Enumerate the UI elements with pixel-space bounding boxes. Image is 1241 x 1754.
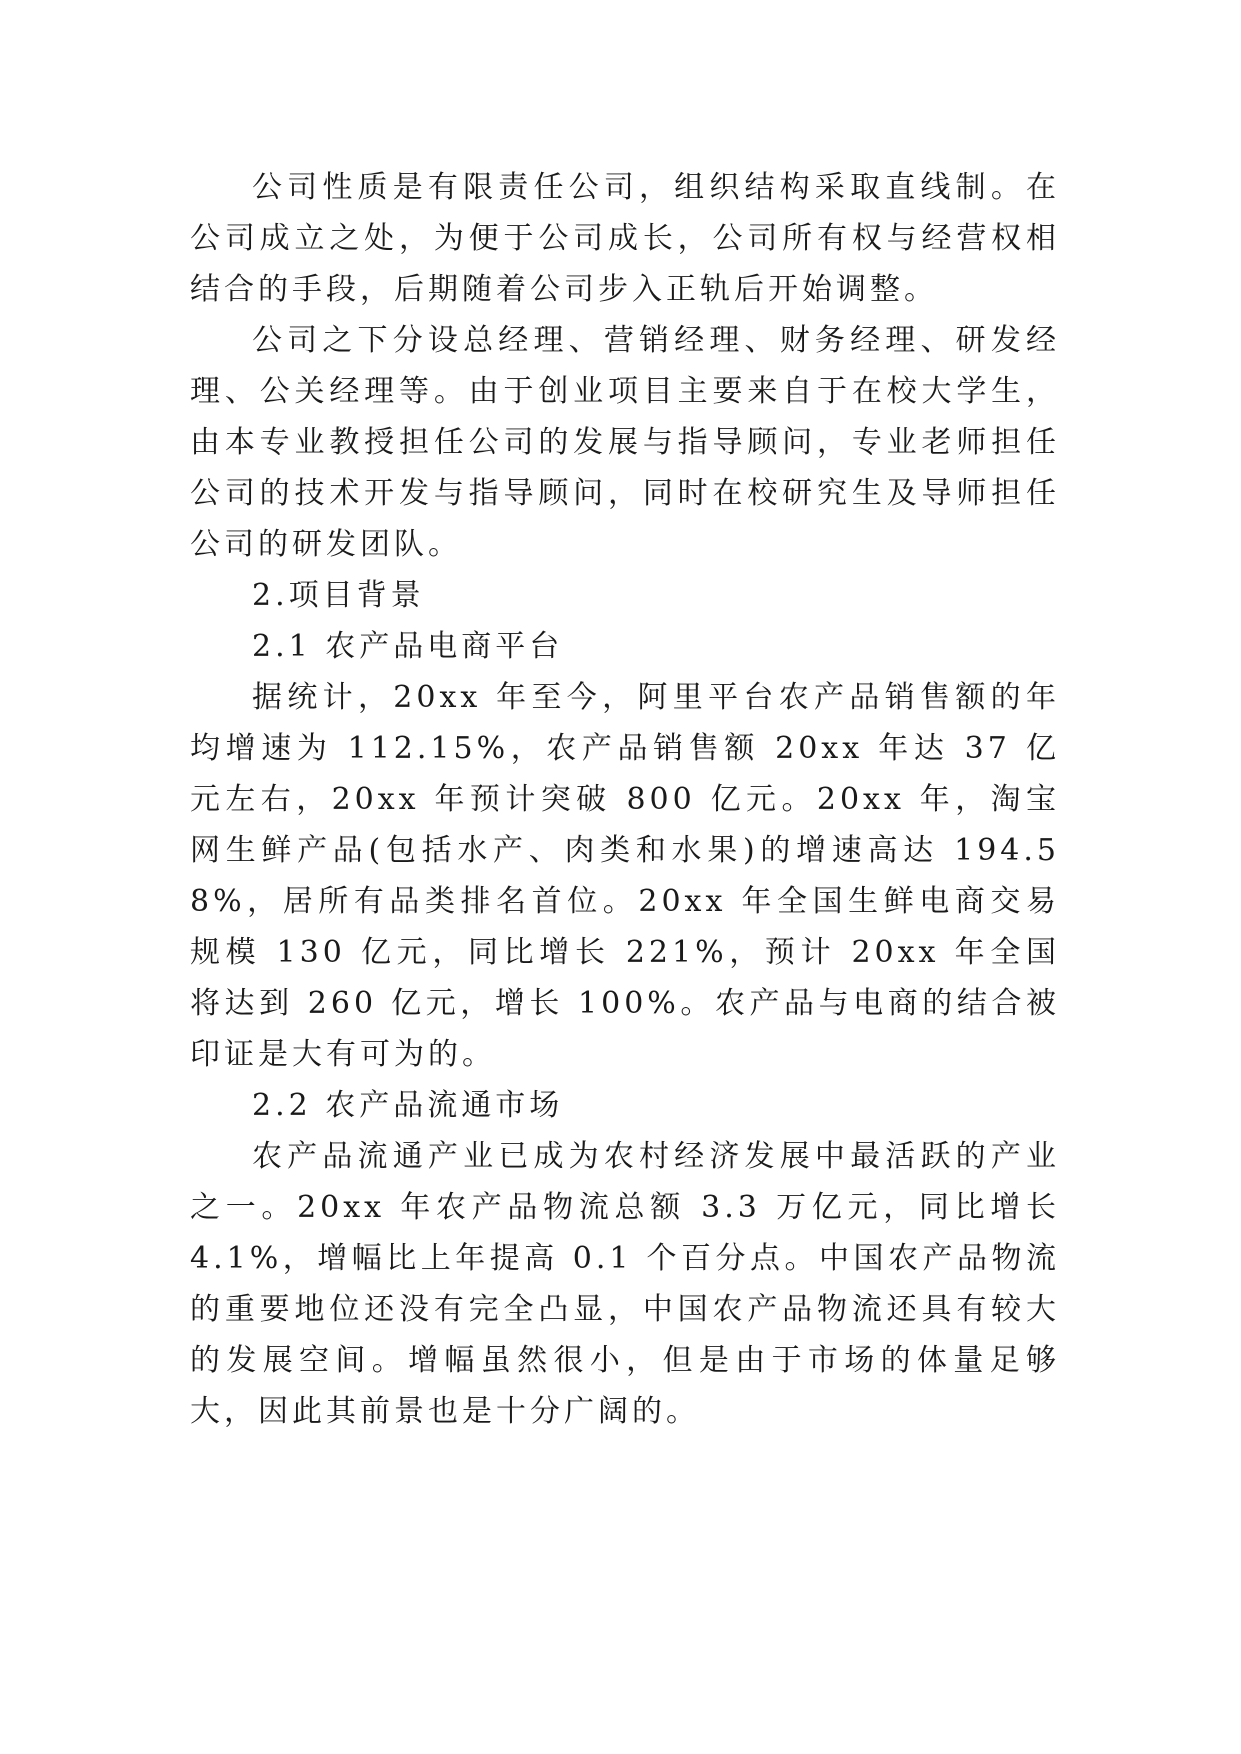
paragraph-company-nature: 公司性质是有限责任公司，组织结构采取直线制。在公司成立之处，为便于公司成长，公司所有权与经营权相结合的手段，后期随着公司步入正轨后开始调整。 — [190, 170, 1060, 307]
paragraph-circulation-market: 农产品流通产业已成为农村经济发展中最活跃的产业之一。20xx 年农产品物流总额 3.3 万亿元，同比增长 4.1%，增幅比上年提高 0.1 个百分点。中国农产品物流的重要地位还没有完全凸显，中国农产品物流还具有较大的发展空间。增幅虽然很小，但是由于市场的体量足够大，因此其前景也是十分广阔的。 — [190, 1139, 1060, 1429]
heading-project-background: 2.项目背景 — [252, 578, 425, 613]
paragraph-ecommerce-stats: 据统计，20xx 年至今，阿里平台农产品销售额的年均增速为 112.15%，农产品销售额 20xx 年达 37 亿元左右，20xx 年预计突破 800 亿元。20xx 年，淘宝网生鲜产品(包括水产、肉类和水果)的增速高达 194.58%，居所有品类排名首位。20xx 年全国生鲜电商交易规模 130 亿元，同比增长 221%，预计 20xx 年全国将达到 260 亿元，增长 100%。农产品与电商的结合被印证是大有可为的。 — [190, 680, 1060, 1072]
heading-circulation-market: 2.2 农产品流通市场 — [252, 1088, 564, 1123]
document-page — [190, 162, 1060, 1437]
heading-ecommerce-platform: 2.1 农产品电商平台 — [252, 629, 564, 664]
paragraph-company-structure: 公司之下分设总经理、营销经理、财务经理、研发经理、公关经理等。由于创业项目主要来自于在校大学生，由本专业教授担任公司的发展与指导顾问，专业老师担任公司的技术开发与指导顾问，同时在校研究生及导师担任公司的研发团队。 — [190, 323, 1060, 562]
